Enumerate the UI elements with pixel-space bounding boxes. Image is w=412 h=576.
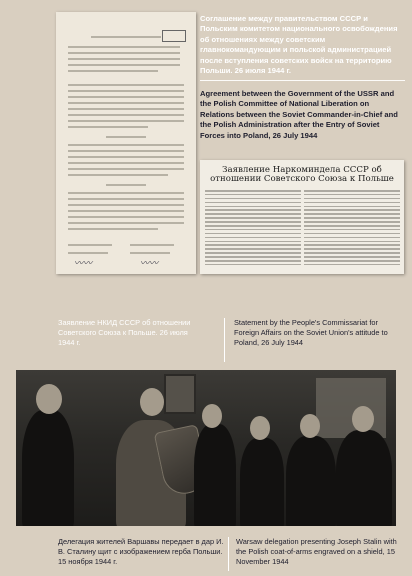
photo-figure <box>194 424 236 526</box>
agreement-caption-ru: Соглашение между правительством СССР и Польским комитетом национального освобождения об отношениях между советским главнокомандующим и польской администрацией после вступления советских войск на территорию Польши. 26 июля 1944 г. <box>200 14 398 76</box>
caption-divider <box>224 318 225 362</box>
newspaper-clipping-image <box>200 160 404 274</box>
delegation-caption-ru: Делегация жителей Варшавы передает в дар И. В. Сталину щит с изображением герба Польши. 15 ноября 1944 г. <box>58 537 224 566</box>
delegation-photograph <box>16 370 396 526</box>
photo-wall-portrait <box>164 374 196 414</box>
caption-divider <box>200 80 405 81</box>
photo-figure <box>240 438 284 526</box>
newspaper-headline: Заявление Наркоминдела СССР об отношении Советского Союза к Польше <box>210 165 394 184</box>
caption-divider <box>228 537 229 571</box>
newspaper-column <box>205 190 301 268</box>
photo-window <box>316 378 386 438</box>
statement-caption-en: Statement by the People's Commissariat for Foreign Affairs on the Soviet Union's attitude to Poland, 26 July 1944 <box>234 318 388 347</box>
statement-caption-ru: Заявление НКИД СССР об отношении Советского Союза к Польше. 26 июля 1944 г. <box>58 318 191 347</box>
agreement-caption-en: Agreement between the Government of the USSR and the Polish Committee of National Liberation on Relations between the Soviet Commander-in-Chief and the Polish Administration after the Entry of Soviet Forces into Poland, 26 July 1944 <box>200 89 398 140</box>
photo-figure <box>22 410 74 526</box>
signature: 〰〰 <box>140 259 159 269</box>
newspaper-column <box>304 190 400 268</box>
document-stamp <box>162 30 186 42</box>
photo-figure <box>286 436 336 526</box>
document-text-line <box>91 36 161 38</box>
delegation-caption-en: Warsaw delegation presenting Joseph Stalin with the Polish coat-of-arms engraved on a shield, 15 November 1944 <box>236 537 397 566</box>
photo-figure <box>336 430 392 526</box>
signature: 〰〰 <box>74 259 93 269</box>
agreement-document-image <box>56 12 196 274</box>
